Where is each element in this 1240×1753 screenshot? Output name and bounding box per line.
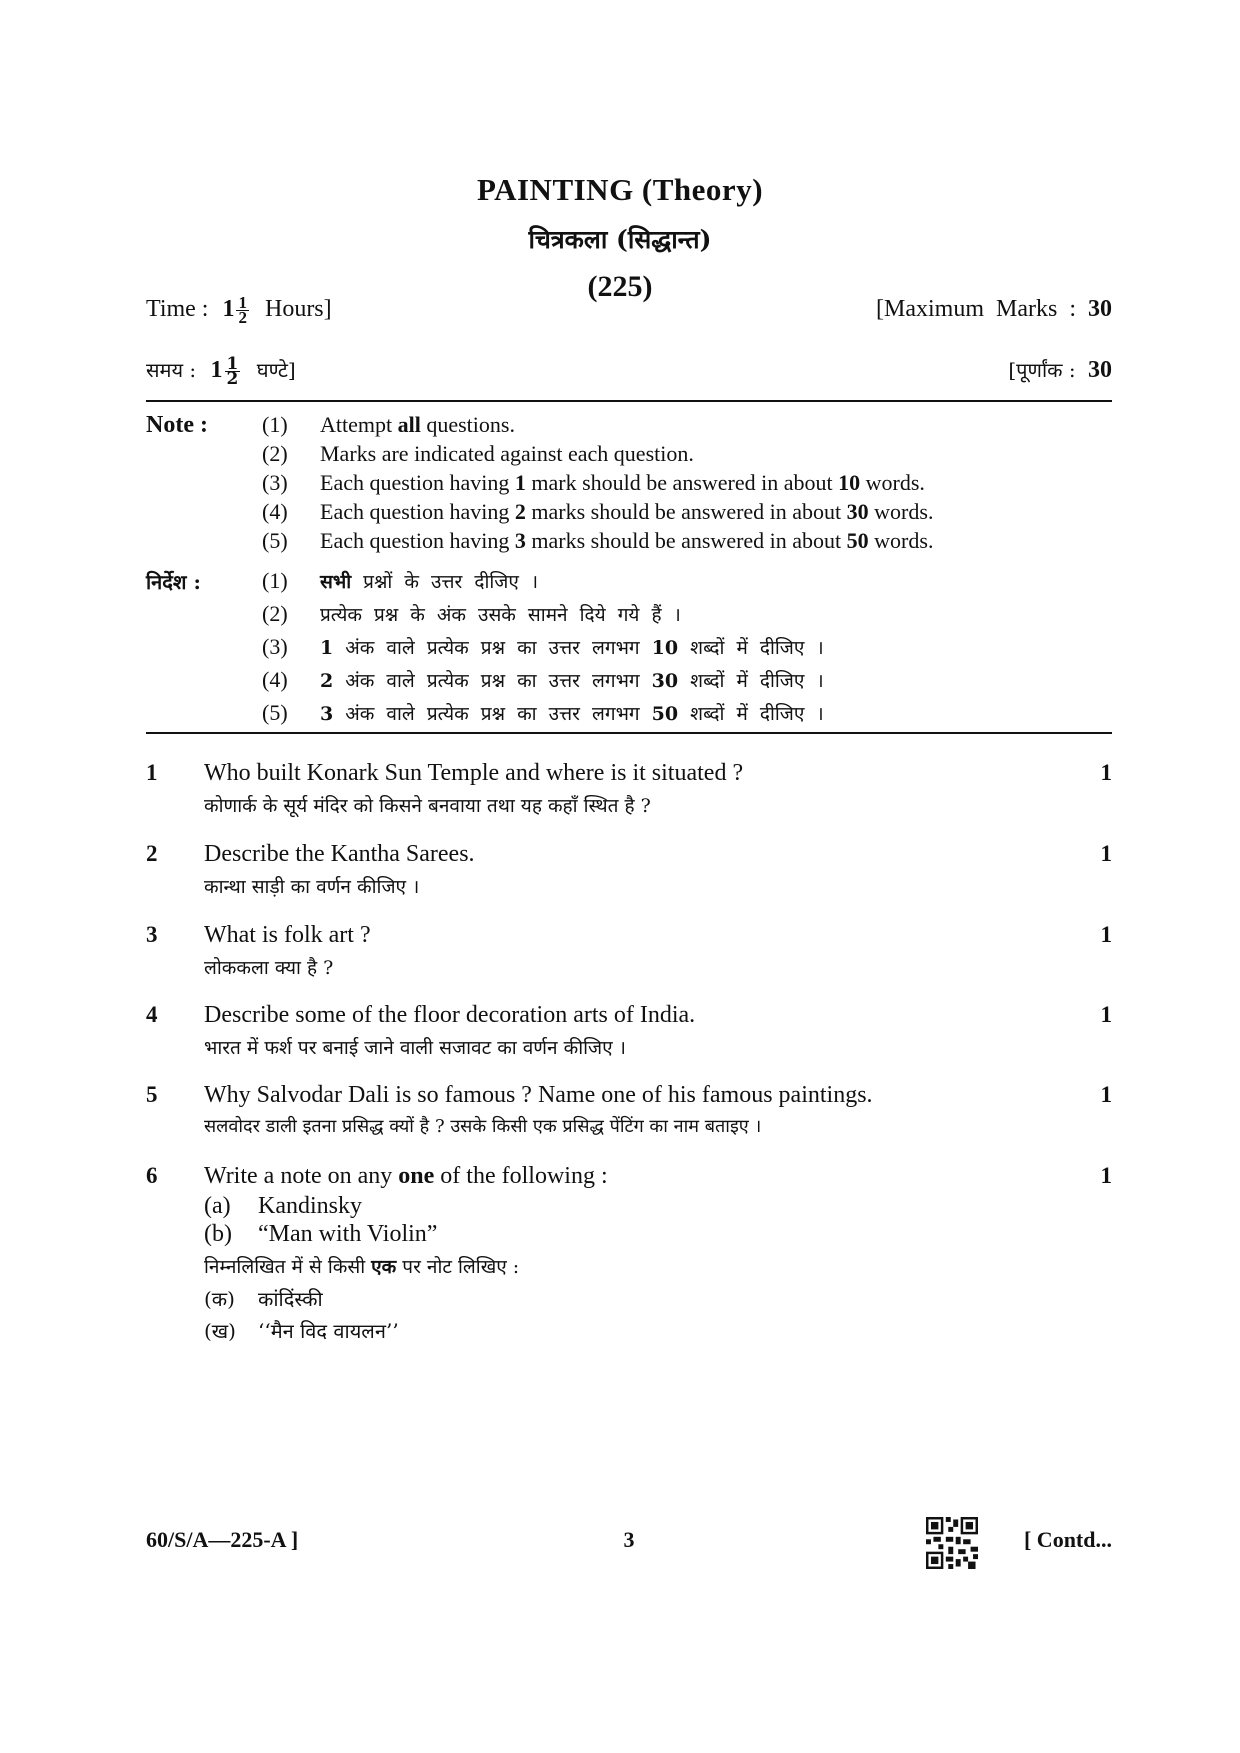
note-item: (1) Attempt all questions. [262, 412, 515, 437]
paper-code: 60/S/A—225-A ] [146, 1527, 299, 1552]
continued-label: [ Contd... [1023, 1527, 1112, 1552]
option-kha: (ख) ‘‘मैन विद वायलन’’ [204, 1319, 399, 1343]
question-3 [146, 922, 1112, 992]
time-unit: Hours] [264, 296, 332, 323]
question-5 [146, 1082, 1112, 1152]
qr-code-icon [926, 1517, 978, 1569]
time-fraction: $\frac{1}{2}$ [238, 293, 247, 327]
option-ka: (क) कांदिंस्की [204, 1287, 323, 1311]
note-label: Note : [146, 412, 208, 438]
question-marks: 1 [1100, 922, 1112, 947]
question-marks: 1 [1100, 760, 1112, 785]
option-a: (a) Kandinsky [204, 1193, 362, 1219]
question-1 [146, 760, 1112, 830]
question-text-hindi: कोणार्क के सूर्य मंदिर को किसने बनवाया तथा यह कहाँ स्थित है ? [204, 795, 651, 817]
question-text-hindi: सलवोदर डाली इतना प्रसिद्ध क्यों है ? उसके किसी एक प्रसिद्ध पेंटिंग का नाम बताइए । [204, 1116, 762, 1137]
question-text: Describe the Kantha Sarees. [204, 841, 475, 867]
time-info-hindi: समय : 1 $\frac{1}{2}$ घण्टे] [146, 354, 296, 389]
question-number: 1 [146, 760, 158, 785]
question-text: Why Salvodar Dali is so famous ? Name one of his famous paintings. [204, 1082, 873, 1108]
note-item-hindi: (2) प्रत्येक प्रश्न के अंक उसके सामने दिये गये हैं । [262, 601, 681, 626]
question-2 [146, 841, 1112, 911]
divider-top [146, 400, 1112, 402]
time-label: Time : [146, 296, 209, 323]
question-number: 5 [146, 1082, 158, 1107]
question-4 [146, 1002, 1112, 1072]
time-row-english [146, 293, 1112, 327]
option-b: (b) “Man with Violin” [204, 1221, 438, 1247]
question-text: Write a note on any one of the following : [204, 1163, 608, 1189]
note-item: (4) Each question having 2 marks should be answered in about 30 words. [262, 499, 934, 524]
subject-code: (225) [587, 270, 653, 303]
question-text: What is folk art ? [204, 922, 371, 948]
divider-questions [146, 732, 1112, 734]
question-number: 3 [146, 922, 158, 947]
question-text-hindi: निम्नलिखित में से किसी एक पर नोट लिखिए : [204, 1256, 520, 1278]
question-number: 2 [146, 841, 158, 866]
note-item-hindi: (5) 3 अंक वाले प्रत्येक प्रश्न का उत्तर लगभग 50 शब्दों में दीजिए । [262, 700, 824, 725]
max-marks-hindi: [पूर्णांक : 30 [1008, 357, 1112, 383]
question-text-hindi: लोककला क्या है ? [204, 957, 334, 979]
question-number: 4 [146, 1002, 158, 1027]
note-item: (3) Each question having 1 mark should be answered in about 10 words. [262, 470, 925, 495]
note-item-hindi: (3) 1 अंक वाले प्रत्येक प्रश्न का उत्तर लगभग 10 शब्दों में दीजिए । [262, 634, 824, 659]
note-item: (5) Each question having 3 marks should be answered in about 50 words. [262, 528, 934, 553]
time-whole: 1 [222, 296, 235, 323]
paper-title: PAINTING (Theory) [476, 172, 764, 207]
question-6 [146, 1163, 1112, 1353]
time-info [146, 293, 332, 327]
question-marks: 1 [1100, 1082, 1112, 1107]
time-row-hindi [146, 354, 1112, 389]
question-marks: 1 [1100, 1163, 1112, 1188]
question-text-hindi: कान्था साड़ी का वर्णन कीजिए । [204, 876, 420, 898]
question-text: Who built Konark Sun Temple and where is it situated ? [204, 760, 744, 786]
question-text-hindi: भारत में फर्श पर बनाई जाने वाली सजावट का वर्णन कीजिए । [204, 1037, 626, 1059]
page-number: 3 [623, 1527, 635, 1552]
question-text: Describe some of the floor decoration arts of India. [204, 1002, 696, 1028]
note-label-hindi: निर्देश : [146, 570, 201, 594]
note-item-hindi: (1) सभी प्रश्नों के उत्तर दीजिए । [262, 568, 539, 593]
question-marks: 1 [1100, 841, 1112, 866]
note-item: (2) Marks are indicated against each question. [262, 441, 694, 466]
paper-title-hindi: चित्रकला (सिद्धान्त) [528, 225, 712, 254]
question-marks: 1 [1100, 1002, 1112, 1027]
question-number: 6 [146, 1163, 158, 1188]
max-marks: [Maximum Marks : 30 [876, 296, 1112, 322]
note-item-hindi: (4) 2 अंक वाले प्रत्येक प्रश्न का उत्तर लगभग 30 शब्दों में दीजिए । [262, 667, 824, 692]
